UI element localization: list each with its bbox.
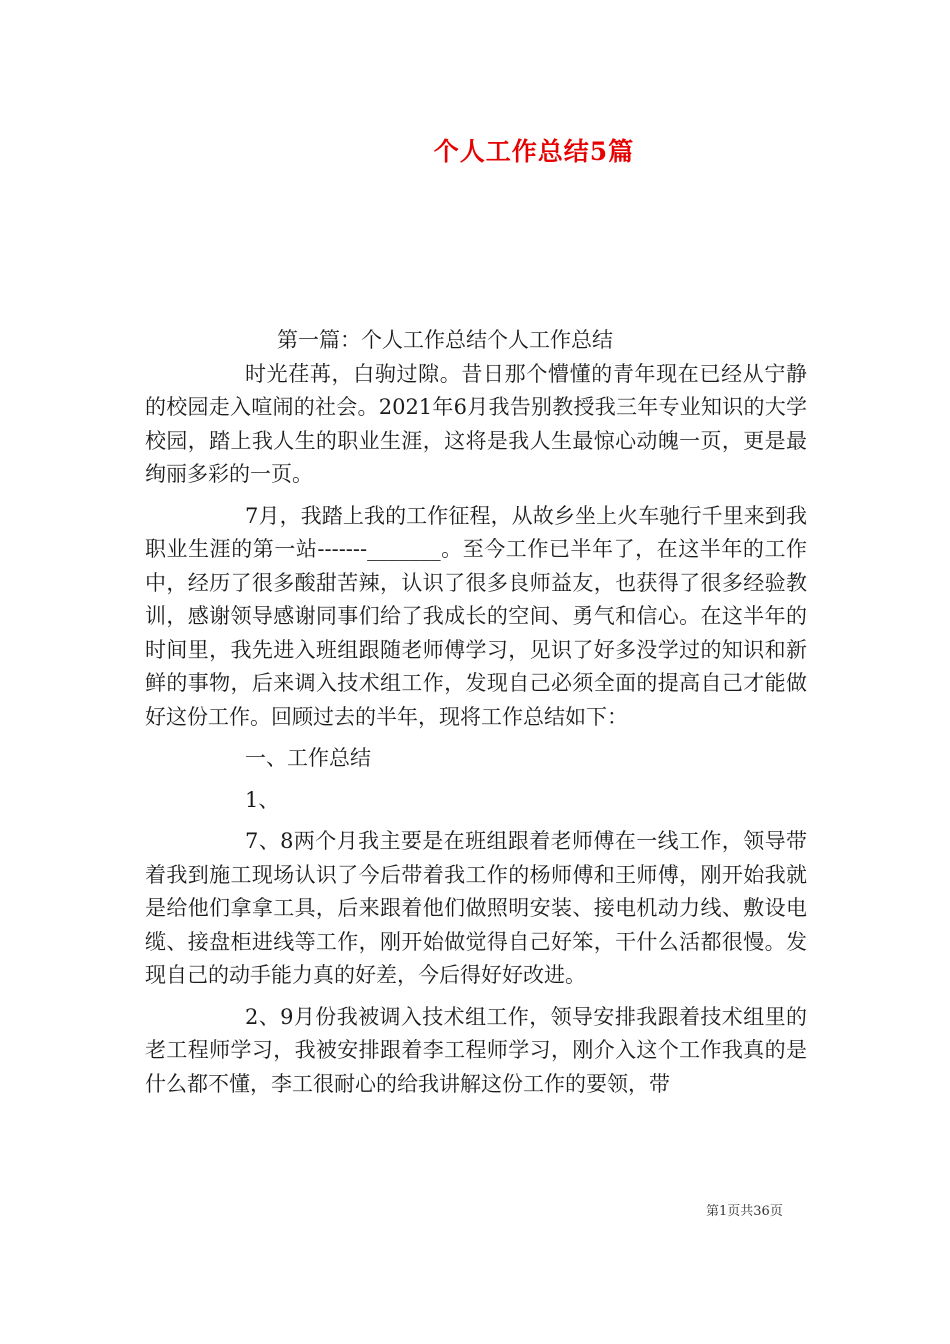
paragraph-intro: 时光荏苒，白驹过隙。昔日那个懵懂的青年现在已经从宁静的校园走入喧闹的社会。2021年6月我告别教授我三年专业知识的大学校园，踏上我人生的职业生涯，这将是我人生最惊心动魄一页，更是最绚丽多彩的一页。 <box>145 361 807 486</box>
list-item-number: 1、 <box>245 787 280 812</box>
paragraph-july-august: 7、8两个月我主要是在班组跟着老师傅在一线工作，领导带着我到施工现场认识了今后带着我工作的杨师傅和王师傅，刚开始我就是给他们拿拿工具，后来跟着他们做照明安装、接电机动力线、敷设电缆、接盘柜进线等工作，刚开始做觉得自己好笨，干什么活都很慢。发现自己的动手能力真的好差，今后得好好改进。 <box>145 829 807 987</box>
paragraph-july: 7月，我踏上我的工作征程，从故乡坐上火车驰行千里来到我职业生涯的第一站-------_______。至今工作已半年了，在这半年的工作中，经历了很多酸甜苦辣，认识了很多良师益友，也获得了很多经验教训，感谢领导感谢同事们给了我成长的空间、勇气和信心。在这半年的时间里，我先进入班组跟随老师傅学习，见识了好多没学过的知识和新鲜的事物，后来调入技术组工作，发现自己必须全面的提高自己才能做好这份工作。回顾过去的半年，现将工作总结如下： <box>145 503 807 729</box>
document-body <box>145 324 807 1101</box>
page-title: 个人工作总结5篇 <box>433 137 635 166</box>
page-footer: 第1页共36页 <box>706 1204 783 1219</box>
paragraph-september: 2、9月份我被调入技术组工作，领导安排我跟着技术组里的老工程师学习，我被安排跟着李工程师学习，刚介入这个工作我真的是什么都不懂，李工很耐心的给我讲解这份工作的要领，带 <box>145 1004 807 1096</box>
subheading-work-summary: 一、工作总结 <box>245 746 371 770</box>
section-heading: 第一篇：个人工作总结个人工作总结 <box>277 328 613 352</box>
